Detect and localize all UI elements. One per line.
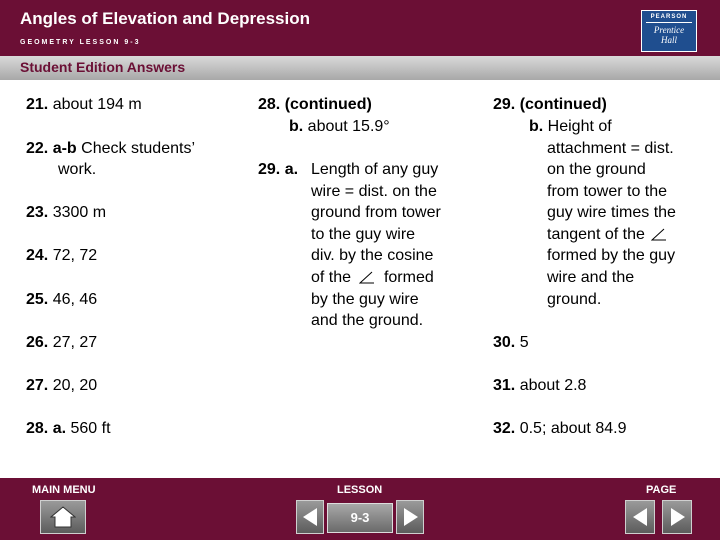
section-title: Student Edition Answers	[20, 59, 186, 75]
lesson-number-button[interactable]: 9-3	[327, 503, 393, 533]
answer-29a-line: by the guy wire	[311, 291, 419, 308]
answer-29a-line: and the ground.	[311, 312, 424, 329]
answer-29b-line: on the ground	[547, 161, 646, 178]
logo-line2: Hall	[660, 35, 677, 45]
answer-part: b.	[289, 118, 304, 135]
answer-part: a.	[52, 420, 67, 437]
answer-29a	[258, 159, 298, 181]
triangle-right-icon	[669, 507, 687, 527]
answer-28-continued	[258, 94, 372, 116]
answer-22	[26, 138, 195, 160]
answer-number: 21.	[26, 96, 49, 113]
answer-25	[26, 289, 97, 311]
answer-29b	[529, 116, 612, 138]
answer-number: 26.	[26, 334, 49, 351]
lesson-next-button[interactable]	[396, 500, 424, 534]
answer-number: 23.	[26, 204, 49, 221]
answer-text: 560 ft	[70, 420, 111, 437]
answer-text: 20, 20	[52, 377, 98, 394]
answer-text: 27, 27	[52, 334, 98, 351]
home-icon	[50, 506, 76, 528]
answer-29a-line: Length of any guy	[311, 161, 439, 178]
answer-29b-line: formed by the guy	[547, 247, 676, 264]
answer-part: b.	[529, 118, 544, 135]
answer-28b	[289, 116, 390, 138]
section-band	[0, 56, 720, 80]
answer-29b-line: from tower to the	[547, 183, 668, 200]
answer-continued: (continued)	[284, 96, 372, 113]
answer-text: 3300 m	[52, 204, 107, 221]
footer-nav	[0, 478, 720, 540]
answer-29a-line: to the guy wire	[311, 226, 416, 243]
answer-text: 72, 72	[52, 247, 98, 264]
answer-29b-line: attachment = dist.	[547, 140, 674, 157]
answer-29b-angle-line	[547, 224, 667, 246]
answer-text: formed	[383, 269, 434, 286]
answer-text: tangent of the	[547, 226, 645, 243]
answer-30	[493, 332, 529, 354]
answer-text: about 194 m	[52, 96, 142, 113]
answer-28a	[26, 418, 111, 440]
answer-29a-line: ground from tower	[311, 204, 441, 221]
answer-text: 5	[519, 334, 529, 351]
answer-number: 28.	[26, 420, 49, 437]
lesson-prev-button[interactable]	[296, 500, 324, 534]
triangle-left-icon	[301, 507, 319, 527]
answer-text: Height of	[547, 118, 612, 135]
page-prev-button[interactable]	[625, 500, 655, 534]
answer-29a-line: div. by the cosine	[311, 247, 434, 264]
answer-number: 30.	[493, 334, 516, 351]
lesson-label: LESSON	[337, 484, 383, 496]
answer-29b-line: wire and the	[547, 269, 635, 286]
answer-number: 29.	[493, 96, 516, 113]
page-label: PAGE	[646, 484, 677, 496]
answer-22-cont: work.	[58, 161, 97, 178]
answer-text: Check students’	[81, 140, 195, 157]
answer-number: 24.	[26, 247, 49, 264]
answer-29-continued	[493, 94, 607, 116]
answer-part: a-b	[52, 140, 77, 157]
page-title: Angles of Elevation and Depression	[20, 9, 311, 28]
answer-text: of the	[311, 269, 352, 286]
header-bar	[0, 0, 720, 56]
answer-32	[493, 418, 626, 440]
answer-number: 29.	[258, 161, 281, 178]
logo-line1: Prentice	[653, 25, 685, 35]
answer-29a-line: wire = dist. on the	[311, 183, 437, 200]
angle-icon	[651, 227, 667, 241]
answer-text: about 15.9°	[307, 118, 390, 135]
answer-number: 28.	[258, 96, 281, 113]
triangle-left-icon	[631, 507, 649, 527]
answer-21	[26, 94, 142, 116]
answer-29b-line: ground.	[547, 291, 602, 308]
answer-number: 25.	[26, 291, 49, 308]
answer-26	[26, 332, 97, 354]
answer-continued: (continued)	[519, 96, 607, 113]
logo-pearson: PEARSON	[646, 11, 692, 23]
answer-29a-angle-line	[311, 267, 434, 289]
answer-number: 27.	[26, 377, 49, 394]
answer-27	[26, 375, 97, 397]
answer-number: 32.	[493, 420, 516, 437]
answer-text: about 2.8	[519, 377, 587, 394]
main-menu-button[interactable]	[40, 500, 86, 534]
answer-29b-line: guy wire times the	[547, 204, 676, 221]
answer-24	[26, 245, 97, 267]
answer-text: 46, 46	[52, 291, 98, 308]
answer-23	[26, 202, 106, 224]
pearson-logo	[641, 10, 697, 52]
page-next-button[interactable]	[662, 500, 692, 534]
angle-icon	[359, 270, 375, 284]
answer-text: 0.5; about 84.9	[519, 420, 627, 437]
main-menu-label: MAIN MENU	[32, 484, 96, 496]
answer-part: a.	[284, 161, 299, 178]
answer-31	[493, 375, 586, 397]
answer-number: 22.	[26, 140, 49, 157]
triangle-right-icon	[402, 507, 420, 527]
lesson-subtitle: GEOMETRY LESSON 9-3	[20, 39, 141, 46]
answer-number: 31.	[493, 377, 516, 394]
